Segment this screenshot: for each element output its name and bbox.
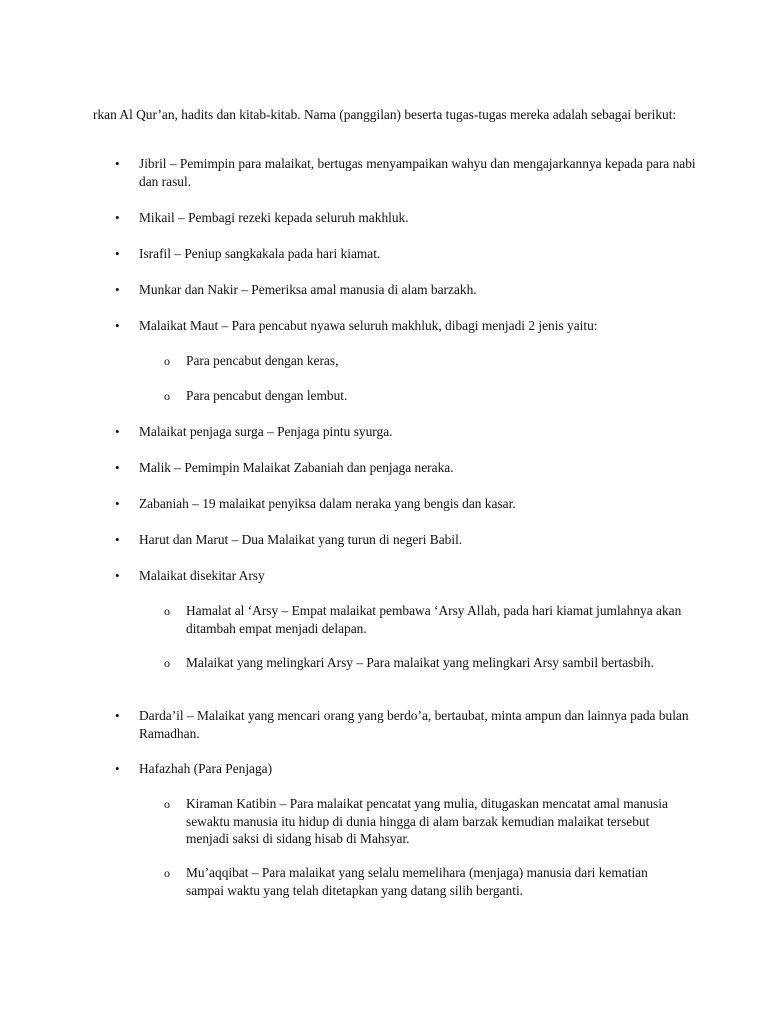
list-item-text: Darda’il – Malaikat yang mencari orang yang berdo’a, bertaubat, minta ampun dan lainnya pada bulan Ramadhan. <box>139 708 689 741</box>
list-item-malik <box>115 459 699 477</box>
bullet-icon: • <box>115 318 120 333</box>
list-item-malaikat-arsy <box>115 567 699 585</box>
sub-bullet-icon: o <box>164 866 170 880</box>
sub-list-item-text: Mu’aqqibat – Para malaikat yang selalu memelihara (menjaga) manusia dari kematian sampai waktu yang telah ditetapkan yang datang silih berganti. <box>186 865 648 898</box>
list-item-zabaniah <box>115 495 699 513</box>
sub-list-item-text: Para pencabut dengan lembut. <box>186 388 348 403</box>
bullet-icon: • <box>115 156 120 171</box>
list-item-text: Malaikat penjaga surga – Penjaga pintu syurga. <box>139 424 393 439</box>
bullet-icon: • <box>115 424 120 439</box>
sub-list-item-text: Kiraman Katibin – Para malaikat pencatat yang mulia, ditugaskan mencatat amal manusia sewaktu manusia itu hidup di dunia hingga di alam barzak kemudian malaikat tersebut menjadi saksi di sidang hisab di Mahsyar. <box>186 796 668 846</box>
bullet-icon: • <box>115 210 120 225</box>
list-item-text: Malaikat Maut – Para pencabut nyawa seluruh makhluk, dibagi menjadi 2 jenis yaitu: <box>139 318 598 333</box>
sub-list-item <box>164 602 686 637</box>
list-item-text: Jibril – Pemimpin para malaikat, bertugas menyampaikan wahyu dan mengajarkannya kepada para nabi dan rasul. <box>139 156 696 189</box>
list-item-hafazhah <box>115 760 699 778</box>
list-item-text: Hafazhah (Para Penjaga) <box>139 761 273 776</box>
list-item-text: Malaikat disekitar Arsy <box>139 568 265 583</box>
bullet-icon: • <box>115 761 120 776</box>
sub-list-item-text: Para pencabut dengan keras, <box>186 353 339 368</box>
list-item-jibril <box>115 155 699 190</box>
list-item-text: Zabaniah – 19 malaikat penyiksa dalam neraka yang bengis dan kasar. <box>139 496 516 511</box>
sub-bullet-icon: o <box>164 354 170 368</box>
sub-list-item <box>164 352 686 370</box>
list-item-malaikat-maut <box>115 317 699 335</box>
sub-bullet-icon: o <box>164 656 170 670</box>
list-item-mikail <box>115 209 699 227</box>
bullet-icon: • <box>115 282 120 297</box>
sub-list-item <box>164 654 686 672</box>
list-item-munkar-nakir <box>115 281 699 299</box>
list-item-harut-marut <box>115 531 699 549</box>
list-item-text: Mikail – Pembagi rezeki kepada seluruh makhluk. <box>139 210 409 225</box>
sub-list-item <box>164 387 686 405</box>
sub-list-item <box>164 795 686 848</box>
intro-paragraph: rkan Al Qur’an, hadits dan kitab-kitab. Nama (panggilan) beserta tugas-tugas mereka adalah sebagai berikut: <box>93 107 677 122</box>
list-item-text: Munkar dan Nakir – Pemeriksa amal manusia di alam barzakh. <box>139 282 477 297</box>
sub-bullet-icon: o <box>164 389 170 403</box>
bullet-icon: • <box>115 246 120 261</box>
list-item-penjaga-surga <box>115 423 699 441</box>
bullet-icon: • <box>115 496 120 511</box>
bullet-icon: • <box>115 708 120 723</box>
list-item-israfil <box>115 245 699 263</box>
list-item-text: Israfil – Peniup sangkakala pada hari kiamat. <box>139 246 381 261</box>
list-item-text: Harut dan Marut – Dua Malaikat yang turun di negeri Babil. <box>139 532 463 547</box>
sub-bullet-icon: o <box>164 604 170 618</box>
sub-list-item-text: Malaikat yang melingkari Arsy – Para malaikat yang melingkari Arsy sambil bertasbih. <box>186 655 654 670</box>
bullet-icon: • <box>115 532 120 547</box>
list-item-text: Malik – Pemimpin Malaikat Zabaniah dan penjaga neraka. <box>139 460 454 475</box>
bullet-icon: • <box>115 568 120 583</box>
sub-list-item <box>164 864 686 899</box>
list-item-dardail <box>115 707 699 742</box>
sub-list-item-text: Hamalat al ‘Arsy – Empat malaikat pembawa ‘Arsy Allah, pada hari kiamat jumlahnya akan ditambah empat menjadi delapan. <box>186 603 682 636</box>
bullet-icon: • <box>115 460 120 475</box>
sub-bullet-icon: o <box>164 797 170 811</box>
